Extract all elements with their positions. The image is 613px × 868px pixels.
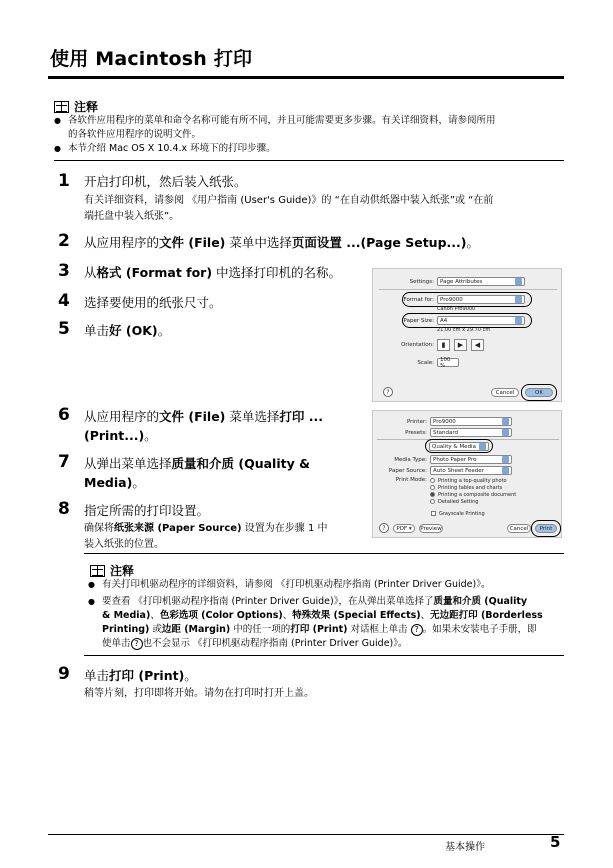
page-setup-screenshot: Settings: Page Attributes Format for: Pro9000 Canon Pro9000 Paper Size: A4 21.00 cm x 29.70 cm Orientation: ▮ ▶ ◀ Scale: 100 % ? Cancel OK [372,268,562,402]
note-divider [54,160,564,161]
note-heading [90,562,134,579]
note-icon [90,565,105,577]
step-text: 指定所需的打印设置。 [84,503,210,518]
settings-select[interactable]: Page Attributes [437,277,525,286]
checkbox-icon[interactable] [431,511,436,516]
bullet-dot-icon: ● [88,597,95,606]
help-icon[interactable]: ? [379,523,389,533]
print-highlight [531,520,561,537]
paper-size-select[interactable]: A4 [437,316,525,325]
note-bullets [88,578,564,651]
note-bullet: ● 各软件应用程序的菜单和命令名称可能有所不同，并且可能需要更多步骤。有关详细资料，请参阅所用 [54,115,496,126]
step-subtext: 确保将纸张来源 (Paper Source) 设置为在步骤 1 中 装入纸张的位置。 [84,523,328,550]
cancel-button[interactable]: Cancel [507,524,531,533]
paper-size-highlight [402,313,532,328]
print-button[interactable]: Print [535,524,557,533]
step-text: 单击打印 (Print)。 [84,668,197,683]
step-number: 1 [58,171,70,191]
step-text: 从应用程序的文件 (File) 菜单选择打印 ... (Print...)。 [84,409,323,443]
help-icon[interactable]: ? [383,387,393,397]
note-bullets [54,114,566,156]
step-text: 选择要使用的纸张尺寸。 [84,295,222,310]
note-divider [84,553,564,554]
presets-select[interactable]: Standard [430,428,512,437]
landscape-reverse-icon[interactable]: ◀ [471,339,484,351]
step-subtext: 稍等片刻，打印即将开始。请勿在打印时打开上盖。 [84,688,314,699]
radio-icon[interactable] [430,478,435,483]
cancel-button[interactable]: Cancel [491,388,519,397]
panel-highlight [425,439,493,453]
radio-icon[interactable] [430,485,435,490]
note-heading-label: 注释 [74,100,99,114]
note-heading-label: 注释 [110,564,135,578]
step-subtext: 有关详细资料，请参阅 《用户指南 (User's Guide)》的 “在自动供纸器中装入纸张”或 “在前 端托盘中装入纸张”。 [84,195,494,222]
panel-select[interactable]: Quality & Media [429,442,489,451]
footer-rule [48,834,564,835]
step-number: 7 [58,452,70,472]
step-number: 4 [58,291,70,311]
step-number: 5 [58,319,70,339]
help-icon: ? [131,638,143,650]
format-highlight [402,292,532,307]
footer-section: 基本操作 [445,842,485,853]
bullet-dot-icon: ● [54,116,61,125]
step-text: 单击好 (OK)。 [84,323,171,338]
note-bullet: ● 要查看 《打印机驱动程序指南 (Printer Driver Guide)》，在从弹出菜单选择了质量和介质 (Quality & Media)、色彩选项 (Color Options)、特殊效果 (Special Effects)、无边距打印 (Borderless Printing) 或边距 (Margin) 中的任一项的打印 (Print) 对话框上单击 ? 。如果未安装电子手册，即 使单击 ? 也不会显示 《打印机驱动程序指南 (Printer Driver Guide)》。 [88,596,543,649]
format-for-select[interactable]: Pro9000 [437,295,525,304]
radio-icon[interactable] [430,499,435,504]
note-heading [54,98,98,115]
step-text: 开启打印机，然后装入纸张。 [84,174,247,189]
note-icon [54,101,69,113]
note-divider [84,655,564,656]
page-number: 5 [550,833,561,851]
preview-button[interactable]: Preview [420,525,442,532]
radio-selected-icon[interactable] [430,492,435,497]
title-rule [48,76,564,79]
pdf-button[interactable]: PDF ▾ [393,524,415,533]
bullet-dot-icon: ● [54,144,61,153]
print-mode-options: Printing a top-quality photo Printing tables and charts Printing a composite document Detailed Setting [430,477,516,505]
bullet-dot-icon: ● [88,580,95,589]
step-number: 3 [58,261,70,281]
help-icon: ? [411,624,423,636]
step-text: 从应用程序的文件 (File) 菜单中选择页面设置 ...(Page Setup...)。 [84,235,480,250]
paper-source-select[interactable]: Auto Sheet Feeder [430,466,512,475]
ok-highlight [521,384,557,401]
print-dialog-screenshot: Printer: Pro9000 Presets: Standard Quality & Media Media Type: Photo Paper Pro Paper Source: Auto Sheet Feeder Print Mode: Printing a top-quality photo Printing tables and charts Printing a composite document Detailed Setting Grayscale Printing ? PDF ▾ Preview Cancel Print [372,410,562,538]
portrait-icon[interactable]: ▮ [437,339,450,351]
step-text: 从格式 (Format for) 中选择打印机的名称。 [84,265,342,280]
note-bullet-continuation: 的各软件应用程序的说明文件。 [68,129,202,140]
note-bullet: ● 本节介绍 Mac OS X 10.4.x 环境下的打印步骤。 [54,143,276,154]
step-number: 8 [58,499,70,519]
media-type-select[interactable]: Photo Paper Pro [430,455,512,464]
printer-select[interactable]: Pro9000 [430,417,512,426]
step-number: 9 [58,664,70,684]
note-bullet: ● 有关打印机驱动程序的详细资料，请参阅 《打印机驱动程序指南 (Printer Driver Guide)》。 [88,579,491,590]
step-text: 从弹出菜单选择质量和介质 (Quality & Media)。 [84,456,310,490]
step-number: 6 [58,405,70,425]
ok-button[interactable]: OK [525,388,553,397]
page-title: 使用 Macintosh 打印 [50,48,253,70]
scale-field[interactable]: 100 % [437,358,459,367]
step-number: 2 [58,231,70,251]
landscape-icon[interactable]: ▶ [454,339,467,351]
